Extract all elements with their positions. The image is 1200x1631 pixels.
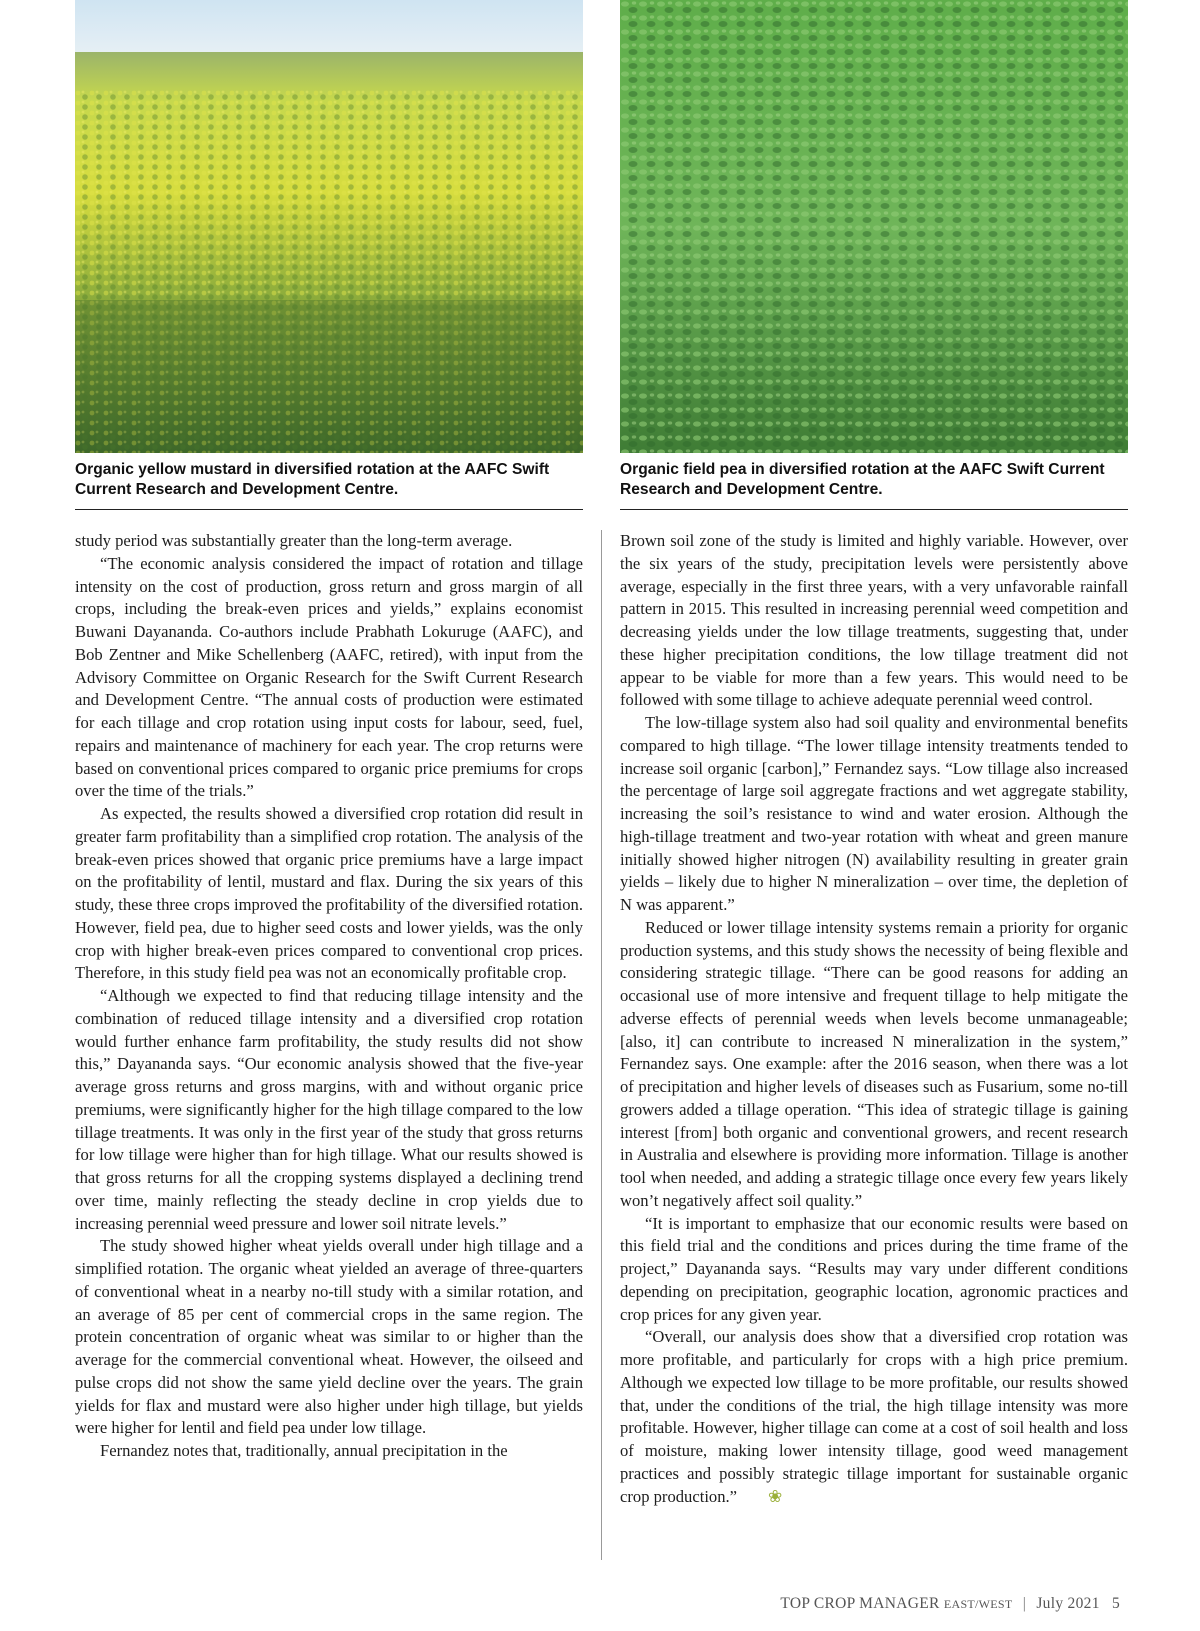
paragraph-final — [620, 1326, 1128, 1508]
page-number: 5 — [1111, 1595, 1120, 1612]
photo-field-pea — [620, 0, 1128, 453]
column-divider — [601, 530, 602, 1560]
edition-label: EAST/WEST — [943, 1597, 1013, 1611]
paragraph: As expected, the results showed a diversified crop rotation did result in greater farm profitability than a simplified crop rotation. The analysis of the break-even prices showed that organic price premiums have a large impact on the profitability of lentil, mustard and flax. During the six years of this study, these three crops improved the profitability of the diversified rotation. However, field pea, due to higher seed costs and lower yields, was the only crop with higher break-even prices compared to conventional crop prices. Therefore, in this study field pea was not an economically profitable crop. — [75, 804, 583, 983]
paragraph: “The economic analysis considered the impact of rotation and tillage intensity on the cost of production, gross return and gross margin of all crops, including the break-even prices and yields,” explains economist Buwani Dayananda. Co-authors include Prabhath Lokuruge (AAFC), and Bob Zentner and Mike Schellenberg (AAFC, retired), with input from the Advisory Committee on Organic Research for the Swift Current Research and Development Centre. “The annual costs of production were estimated for each tillage and crop rotation using input costs for labour, seed, fuel, repairs and maintenance of machinery for each year. The crop returns were based on conventional prices compared to organic price premiums for crops over the time of the trials.” — [75, 553, 583, 801]
footer-separator: | — [1022, 1595, 1027, 1612]
publication-name: TOP CROP MANAGER — [780, 1595, 940, 1612]
paragraph: The study showed higher wheat yields overall under high tillage and a simplified rotation. The organic wheat yielded an average of three-quarters of conventional wheat in a nearby no-till study with a similar rotation, and an average of 85 per cent of commercial crops in the same region. The protein concentration of organic wheat was similar to or higher than the average for the commercial conventional wheat. However, the oilseed and pulse crops did not show the same yield decline over the years. The grain yields for flax and mustard were also higher under high tillage, but yields were higher for lentil and field pea under low tillage. — [75, 1236, 583, 1438]
leaf-icon: ❀ — [768, 1486, 783, 1506]
paragraph: study period was substantially greater than the long-term average. — [75, 531, 513, 550]
caption-divider — [75, 509, 583, 510]
issue-date: July 2021 — [1036, 1595, 1100, 1612]
paragraph: Reduced or lower tillage intensity systems remain a priority for organic production systems, and this study shows the necessity of being flexible and considering strategic tillage. “There can be good reasons for adding an occasional use of more intensive and frequent tillage to help mitigate the adverse effects of perennial weeds when levels become unmanageable; [also, it] can contribute to increased N mineralization in the system,” Fernandez says. One example: after the 2016 season, when there was a lot of precipitation and higher levels of diseases such as Fusarium, some no-till growers added a tillage operation. “This idea of strategic tillage is gaining interest [from] both organic and conventional growers, and recent research in Australia and elsewhere is providing more information. Tillage is another tool when needed, and adding a strategic tillage once every few years likely won’t negatively affect soil quality.” — [620, 917, 1128, 1210]
caption-divider — [620, 509, 1128, 510]
photo-yellow-mustard — [75, 0, 583, 453]
paragraph: “It is important to emphasize that our economic results were based on this field trial and the conditions and prices during the time frame of the project,” Dayananda says. “Results may vary under different conditions depending on precipitation, geographic location, agronomic practices and crop prices for any given year. — [620, 1213, 1128, 1324]
page-footer — [700, 1595, 1120, 1613]
paragraph: The low-tillage system also had soil quality and environmental benefits compared to high tillage. “The lower tillage intensity treatments tended to increase soil organic [carbon],” Fernandez says. “Low tillage also increased the percentage of large soil aggregate fractions and wet aggregate stability, increasing the soil’s resistance to wind and water erosion. Although the high-tillage treatment and two-year rotation with wheat and green manure initially showed higher nitrogen (N) availability resulting in greater grain yields – likely due to higher N mineralization – over time, the depletion of N was apparent.” — [620, 713, 1128, 914]
paragraph: “Although we expected to find that reducing tillage intensity and the combination of reduced tillage intensity and a diversified crop rotation would further enhance farm profitability, the study results did not show this,” Dayananda says. “Our economic analysis showed that the five-year average gross returns and gross margins, with and without organic price premiums, were significantly higher for the high tillage compared to the low tillage treatments. It was only in the first year of the study that gross returns for low tillage were higher than for high tillage. What our results showed is that gross returns for all the cropping systems displayed a declining trend over time, mainly reflecting the steady decline in crop yields due to increasing perennial weed pressure and lower soil nitrate levels.” — [75, 986, 583, 1233]
article-column-left — [75, 530, 583, 1463]
paragraph: Brown soil zone of the study is limited and highly variable. However, over the six years of the study, precipitation levels were persistently above average, especially in the first three years, with a very unfavorable rainfall pattern in 2015. This resulted in increasing perennial weed competition and decreasing yields under the low tillage treatments, suggesting that, under these higher precipitation conditions, the low tillage treatment did not appear to be viable for more than a few years. This would need to be followed with some tillage to achieve adequate perennial weed control. — [620, 531, 1128, 710]
article-column-right — [620, 530, 1128, 1508]
paragraph-text: “Overall, our analysis does show that a diversified crop rotation was more profitable, and particularly for crops with a high price premium. Although we expected low tillage to be more profitable, our results showed that, under the conditions of the trial, the high tillage intensity was more profitable. However, higher tillage can come at a cost of soil health and loss of moisture, making lower intensity tillage, good weed management practices and possibly strategic tillage important for sustainable organic crop production.” — [620, 1327, 1128, 1506]
photo-caption-pea: Organic field pea in diversified rotation at the AAFC Swift Current Research and Development Centre. — [620, 461, 1105, 498]
photo-caption-mustard: Organic yellow mustard in diversified rotation at the AAFC Swift Current Research and Development Centre. — [75, 461, 550, 498]
paragraph: Fernandez notes that, traditionally, annual precipitation in the — [100, 1441, 508, 1460]
